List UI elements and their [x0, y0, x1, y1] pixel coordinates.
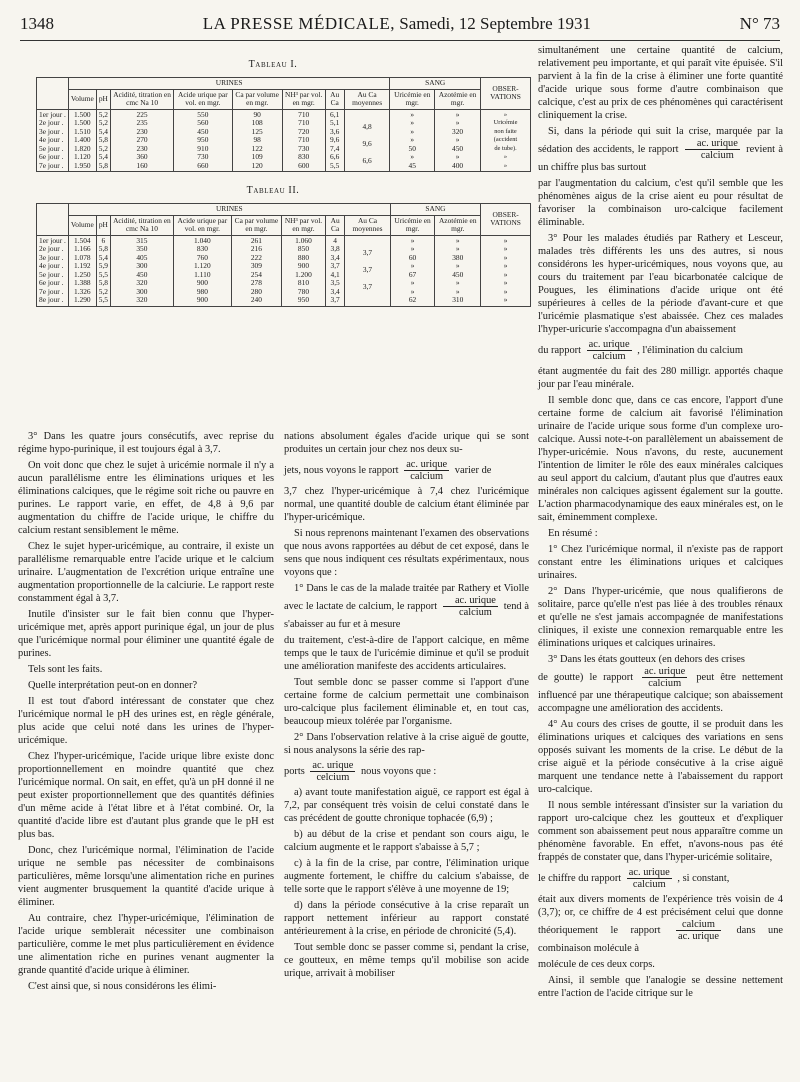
text-run: tend à s'abaisser au fur et à mesure — [284, 600, 529, 630]
paragraph — [538, 666, 783, 715]
paragraph — [538, 893, 783, 955]
table-header: Volume — [68, 215, 96, 235]
table-header: Acide urique par vol. en mgr. — [173, 215, 231, 235]
table-header: Acidité, titration en cmc Na 10 — [111, 89, 174, 109]
text-run: ports — [284, 765, 305, 777]
table-cell: 550 560 450 950 910 730 660 — [174, 109, 232, 172]
paragraph: 4° Au cours des crises de goutte, il se produit dans les éliminations uriques et calciques des variations en sens opposés suivant les moments de la crise. Le début de la crise aiguë et la période consécutive à la crise aiguë marquent une tendance nette à l'abaissement du rapport uro-calcique. — [538, 719, 783, 795]
text-run: nous voyons que : — [360, 765, 437, 777]
paragraph — [284, 760, 529, 783]
paragraph: 3° Dans les quatre jours consécutifs, avec reprise du régime hypo-purinique, il est toujours égal à 3,7. — [18, 431, 274, 455]
table-group-header: URINES — [68, 204, 390, 216]
paragraph: Quelle interprétation peut-on en donner? — [28, 680, 198, 691]
fraction — [627, 867, 672, 890]
paragraph: Chez l'hyper-uricémique, l'acide urique libre existe donc proportionnellement en moindre quantité que chez l'uricémique normal. On sait, en effet, qu'à un pH donné il ne peut exister proportionnellement que des quantités définies d'un même acide à l'état libre et à l'état combiné. Or, la quantité d'acide libre est d'autant plus grande que le pH est plus bas. — [18, 751, 274, 840]
fraction — [676, 919, 721, 942]
paragraph: nations absolument égales d'acide urique qui se sont produites un certain jour chez nos deux su- — [284, 431, 529, 455]
fraction-num: ac. urique — [443, 595, 498, 607]
table-cell: 6,1 5,1 3,6 9,6 7,4 6,6 5,5 — [325, 109, 344, 172]
paragraph: b) au début de la crise et pendant son cours aigu, le calcium augmente et le rapport s'abaisse à 5,7 ; — [284, 829, 529, 853]
table-header: Uricémie en mgr. — [390, 215, 435, 235]
table-header: Azotémie en mgr. — [435, 89, 481, 109]
paragraph: d) dans la période consécutive à la crise reparaît un rapport nettement inférieur au rapport constaté antérieurement à la crise, en période de chronicité (5,4). — [284, 900, 529, 937]
text-run: , l'élimination du calcium — [637, 344, 743, 356]
table-cell: 5,2 5,2 5,4 5,8 5,2 5,4 5,8 — [96, 109, 110, 172]
paragraph: molécule de ces deux corps. — [538, 959, 655, 970]
table1-caption: Tableau I. — [248, 59, 298, 70]
fraction-num: ac. urique — [628, 867, 670, 878]
fraction — [310, 760, 355, 783]
text-run: jets, nous voyons le rapport — [284, 464, 399, 476]
text-run: de goutte) le rapport — [538, 671, 634, 683]
paragraph: Inutile d'insister sur le fait bien connu que l'hyper-uricémique met, après apport purinique égal, un jour de plus que l'uricémique normal pour éliminer une quantité égale de purines. — [18, 609, 274, 659]
text-run: le chiffre du rapport — [538, 872, 622, 884]
table-cell: 3,7 3,7 3,7 — [345, 235, 391, 306]
tables-block — [18, 44, 528, 307]
table-cell: 710 710 720 710 730 830 600 — [282, 109, 325, 172]
fraction-num: ac. urique — [588, 339, 630, 350]
table-header: Acide urique par vol. en mgr. — [174, 89, 232, 109]
table-cell: 90 108 125 98 122 109 120 — [232, 109, 282, 172]
table-header: OBSER- VATIONS — [481, 204, 531, 236]
paragraph: simultanément une certaine quantité de calcium, relativement peu importante, et qui paraît vite épuisée. S'il parvient à la fin de la crise à éliminer une forte quantité d'acide urique sous forme d'autre combinaison que calcique, c'est au prix de ces phénomènes qui caractérisent cliniquement la crise. — [538, 45, 783, 121]
paragraph: Donc, chez l'uricémique normal, l'élimination de l'acide urique ne semble pas nécessiter de combinaisons particulières, même lorsqu'une alimentation riche en purines vient augmenter brusquement la quantité d'acide urique à éliminer. — [18, 845, 274, 908]
paragraph: par l'augmentation du calcium, c'est qu'il semble que les phénomènes aigus de la crise aient eu pour résultat de favoriser la combinaison uro-calcique facilement éliminable. — [538, 178, 783, 228]
fraction — [685, 138, 740, 161]
table-header: NH³ par vol. en mgr. — [282, 89, 325, 109]
paragraph: étant augmentée du fait des 280 milligr. apportés chaque jour par l'eau minérale. — [538, 366, 783, 390]
paragraph: En résumé : — [548, 528, 598, 539]
paragraph: Il est tout d'abord intéressant de constater que chez l'uricémique normal le pH des urines est, en règle générale, plus acide que celui noté dans les urines de l'hyper-uricémique. — [18, 696, 274, 746]
text-run: peut être nettement influencé par une thérapeutique calcique; son abaissement accompagne une amélioration des accidents. — [538, 671, 783, 714]
table-header: Acidité, titration en cmc Na 10 — [111, 215, 174, 235]
table-cell: » » 380 » 450 » » 310 — [435, 235, 481, 306]
issue-date: Samedi, 12 Septembre 1931 — [399, 14, 591, 33]
journal-title: LA PRESSE MÉDICALE, Samedi, 12 Septembre 1931 — [202, 14, 591, 33]
page-header — [20, 14, 780, 41]
text-column-2 — [284, 430, 529, 983]
issue-number: N° 73 — [739, 14, 780, 33]
text-run: varier de — [454, 464, 492, 476]
fraction-den: calcium — [458, 607, 492, 618]
table-cell: » » 60 » 67 » » 62 — [390, 235, 435, 306]
text-run: revient à un chiffre plus bas surtout — [538, 143, 783, 173]
table-cell: 261 216 222 309 254 278 280 240 — [231, 235, 281, 306]
table-header: Ca par volume en mgr. — [232, 89, 282, 109]
text-column-3 — [538, 44, 783, 1003]
text-run: Si, dans la période qui suit la crise, marquée par la sédation des accidents, le rapport — [538, 126, 783, 155]
text-run: était aux divers moments de l'expérience très voisin de 4 (3,7); or, ce chiffre de 4 est précisément celui que donne théoriquement le rapport — [538, 894, 783, 936]
table-group-header: SANG — [390, 204, 480, 216]
table-cell: 6 5,8 5,4 5,9 5,5 5,8 5,2 5,5 — [96, 235, 110, 306]
paragraph: 1° Chez l'uricémique normal, il n'existe pas de rapport constant entre les éliminations uriques et calciques urinaires. — [538, 544, 783, 581]
paragraph: Chez le sujet hyper-uricémique, au contraire, il existe un parallélisme remarquable entre l'acide urique et le calcium urinaire. L'augmentation de l'excrétion urique entraîne une augmentation proportionnelle de la calciurie. Le rapport reste constamment égal à 3,7. — [18, 541, 274, 604]
table-header: Uricémie en mgr. — [390, 89, 435, 109]
paragraph: 3° Pour les malades étudiés par Rathery et Lesceur, malades très différents les uns des autres, si nous considérons les hyper-uricémiques, nous voyons que, au cours du traitement par l'eau bicarbonatée calcique de Pougues, les éliminations d'acide urique ont été supérieures à celles de la période d'avant-cure et que l'uricémie plasmatique s'est abaissée. Chez ces malades l'hyper-uricurie s'accompagna d'un abaissement — [538, 233, 783, 335]
table-row-labels: 1er jour . 2e jour . 3e jour . 4e jour . 5e jour . 6e jour . 7e jour . 8e jour . — [37, 235, 69, 306]
table-cell: 1.040 830 760 1.120 1.110 900 980 900 — [173, 235, 231, 306]
paragraph: 3° Dans les états goutteux (en dehors des crises — [548, 654, 745, 665]
paragraph: Tels sont les faits. — [28, 664, 103, 675]
table-header: Volume — [68, 89, 96, 109]
table-cell: » » 320 » 450 » 400 — [435, 109, 481, 172]
table-header: Au Ca — [326, 215, 345, 235]
paragraph: Au contraire, chez l'hyper-uricémique, l'élimination de l'acide urique semblerait nécessiter une combinaison particulière, comme le met plus particulièrement en évidence une alimentation riche en purines venant augmenter la grande quantité d'acide urique à éliminer. — [18, 913, 274, 976]
text-run: 1° Dans le cas de la malade traitée par Rathery et Violle avec le lactate de calcium, le rapport — [284, 583, 529, 612]
paragraph: Tout semble donc se passer comme si l'apport d'une certaine forme de calcium permettait une combinaison uro-calcique plus facilement éliminable et, en tout cas, beaucoup mieux tolérée par l'organisme. — [284, 677, 529, 727]
paragraph: c) à la fin de la crise, par contre, l'élimination urique augmente fortement, le chiffre du calcium s'abaisse, de telle sorte que le rapport s'élève à une moyenne de 19; — [284, 858, 529, 895]
paragraph: 3,7 chez l'hyper-uricémique à 7,4 chez l'uricémique normal, une quantité double de calcium étant éliminée par l'hyper-uricémique. — [284, 486, 529, 523]
table1 — [36, 77, 531, 172]
fraction-den: calcium — [700, 150, 734, 161]
fraction-den: ac. urique — [678, 931, 719, 942]
paragraph: Tout semble donc se passer comme si, pendant la crise, ce goutteux, en même temps qu'il mobilise son acide urique, arrivait à mobiliser — [284, 942, 529, 979]
paragraph — [284, 459, 529, 482]
fraction-den: calcium — [648, 678, 682, 689]
table-header: pH — [96, 215, 110, 235]
table-header: pH — [96, 89, 110, 109]
paragraph: du traitement, c'est-à-dire de l'apport calcique, en même temps que le taux de l'uricémie diminue et qu'il se produit une amélioration manifeste des accidents articulaires. — [284, 635, 529, 672]
table-cell: 1.504 1.166 1.078 1.192 1.250 1.388 1.326 1.290 — [68, 235, 96, 306]
fraction — [642, 666, 687, 689]
paragraph: C'est ainsi que, si nous considérons les élimi- — [28, 981, 217, 992]
paragraph: Il semble donc que, dans ce cas encore, l'apport d'une certaine forme de calcium ait favorisé l'élimination urinaire de l'acide urique sous forme d'un complexe uro-calcique. Aussi note-t-on parallèlement un abaissement de l'hyper-uricémie. Nous n'avons, du reste, aucunement l'intention de limiter le rôle des eaux minérales calciques au seul apport du calcium, d'autant plus que d'autres eaux minérales non calciques agissent également sur la goutte. L'action pharmacodynamique des eaux minérales est, on le sait, éminemment complexe. — [538, 395, 783, 523]
page-number: 1348 — [20, 14, 54, 33]
table-header: Ca par volume en mgr. — [231, 215, 281, 235]
paragraph: 2° Dans l'observation relative à la crise aiguë de goutte, si nous analysons la série des rap- — [284, 732, 529, 756]
paragraph: Si nous reprenons maintenant l'examen des observations que nous avons rapportées au début de cet exposé, dans le sens que nous indiquent ces résultats expérimentaux, nous voyons que : — [284, 528, 529, 578]
paragraph: On voit donc que chez le sujet à uricémie normale il n'y a aucun parallélisme entre les éliminations uriques et les éliminations calciques, que le régime soit riche ou pauvre en purines. Le rapport varie, en effet, de 4,8 à 9,6 par augmentation du chiffre de l'acide urique, le chiffre du calcium restant sensiblement le même. — [18, 460, 274, 536]
fraction-num: ac. urique — [685, 138, 740, 150]
paragraph: Il nous semble intéressant d'insister sur la variation du rapport uro-calcique chez les goutteux et d'expliquer comment son abaissement peut nous apparaître comme un phénomène favorable. En effet, n'avons-nous pas été frappés de constater que, dans l'hyper-uricémie solitaire, — [538, 800, 783, 863]
table-header: OBSER- VATIONS — [481, 78, 531, 110]
fraction — [587, 339, 632, 362]
text-run: , si constant, — [677, 872, 730, 884]
table-cell: 4,8 9,6 6,6 — [344, 109, 390, 172]
table-header: Au Ca moyennes — [344, 89, 390, 109]
fraction — [404, 459, 449, 482]
table-row-labels: 1er jour . 2e jour . 3e jour . 4e jour . 5e jour . 6e jour . 7e jour . — [37, 109, 69, 172]
fraction-den: celcium — [316, 772, 350, 783]
table-cell: 1.500 1.500 1.510 1.400 1.820 1.120 1.950 — [68, 109, 96, 172]
fraction-num: calcium — [676, 919, 721, 931]
table-cell: » » » » » » » » — [481, 235, 531, 306]
paragraph: Ainsi, il semble que l'analogie se dessine nettement entre l'action de l'acide citrique sur le — [538, 975, 783, 999]
paragraph — [538, 339, 783, 362]
fraction-num: ac. urique — [312, 760, 354, 771]
fraction-num: ac. urique — [644, 666, 686, 677]
text-column-1 — [18, 430, 274, 996]
table-cell: 315 350 405 300 450 320 300 320 — [111, 235, 174, 306]
text-run: dans une combinaison molécule à — [538, 924, 784, 954]
table-cell: » Uricémie non faite (accident de tube). » » — [481, 109, 531, 172]
fraction-den: calcium — [410, 471, 444, 482]
paragraph — [538, 867, 783, 890]
table2-caption: Tableau II. — [246, 185, 300, 196]
table-cell: 225 235 230 270 230 360 160 — [111, 109, 174, 172]
table-header: Azotémie en mgr. — [435, 215, 481, 235]
table-group-header: SANG — [390, 78, 481, 90]
table-corner — [37, 78, 69, 110]
table2 — [36, 203, 531, 307]
paragraph: 2° Dans l'hyper-uricémie, que nous qualifierons de solitaire, parce qu'elle n'est pas liée à des troubles rénaux et qu'elle ne s'est jamais accompagnée de manifestations cliniques, il existe une connexion remarquable entre les éliminations uriques et calciques urinaires. — [538, 586, 783, 649]
table-header: Au Ca moyennes — [345, 215, 391, 235]
table-header: NH³ par vol. en mgr. — [281, 215, 325, 235]
table-cell: » » » » 50 » 45 — [390, 109, 435, 172]
paragraph: a) avant toute manifestation aiguë, ce rapport est égal à 7,2, par conséquent très voisin de celui constaté dans le cas précédent de goutte chronique tophacée (6,9) ; — [284, 787, 529, 824]
table-group-header: URINES — [68, 78, 390, 90]
table-header: Au Ca — [325, 89, 344, 109]
table-cell: 4 3,8 3,4 3,7 4,1 3,5 3,4 3,7 — [326, 235, 345, 306]
fraction — [443, 595, 498, 618]
table-cell: 1.060 850 880 900 1.200 810 780 950 — [281, 235, 325, 306]
text-run: du rapport — [538, 344, 581, 356]
fraction-num: ac. urique — [406, 459, 448, 470]
paragraph — [284, 582, 529, 631]
paragraph — [538, 125, 783, 174]
fraction-den: calcium — [632, 879, 666, 890]
table-corner — [37, 204, 69, 236]
fraction-den: calcium — [592, 351, 626, 362]
